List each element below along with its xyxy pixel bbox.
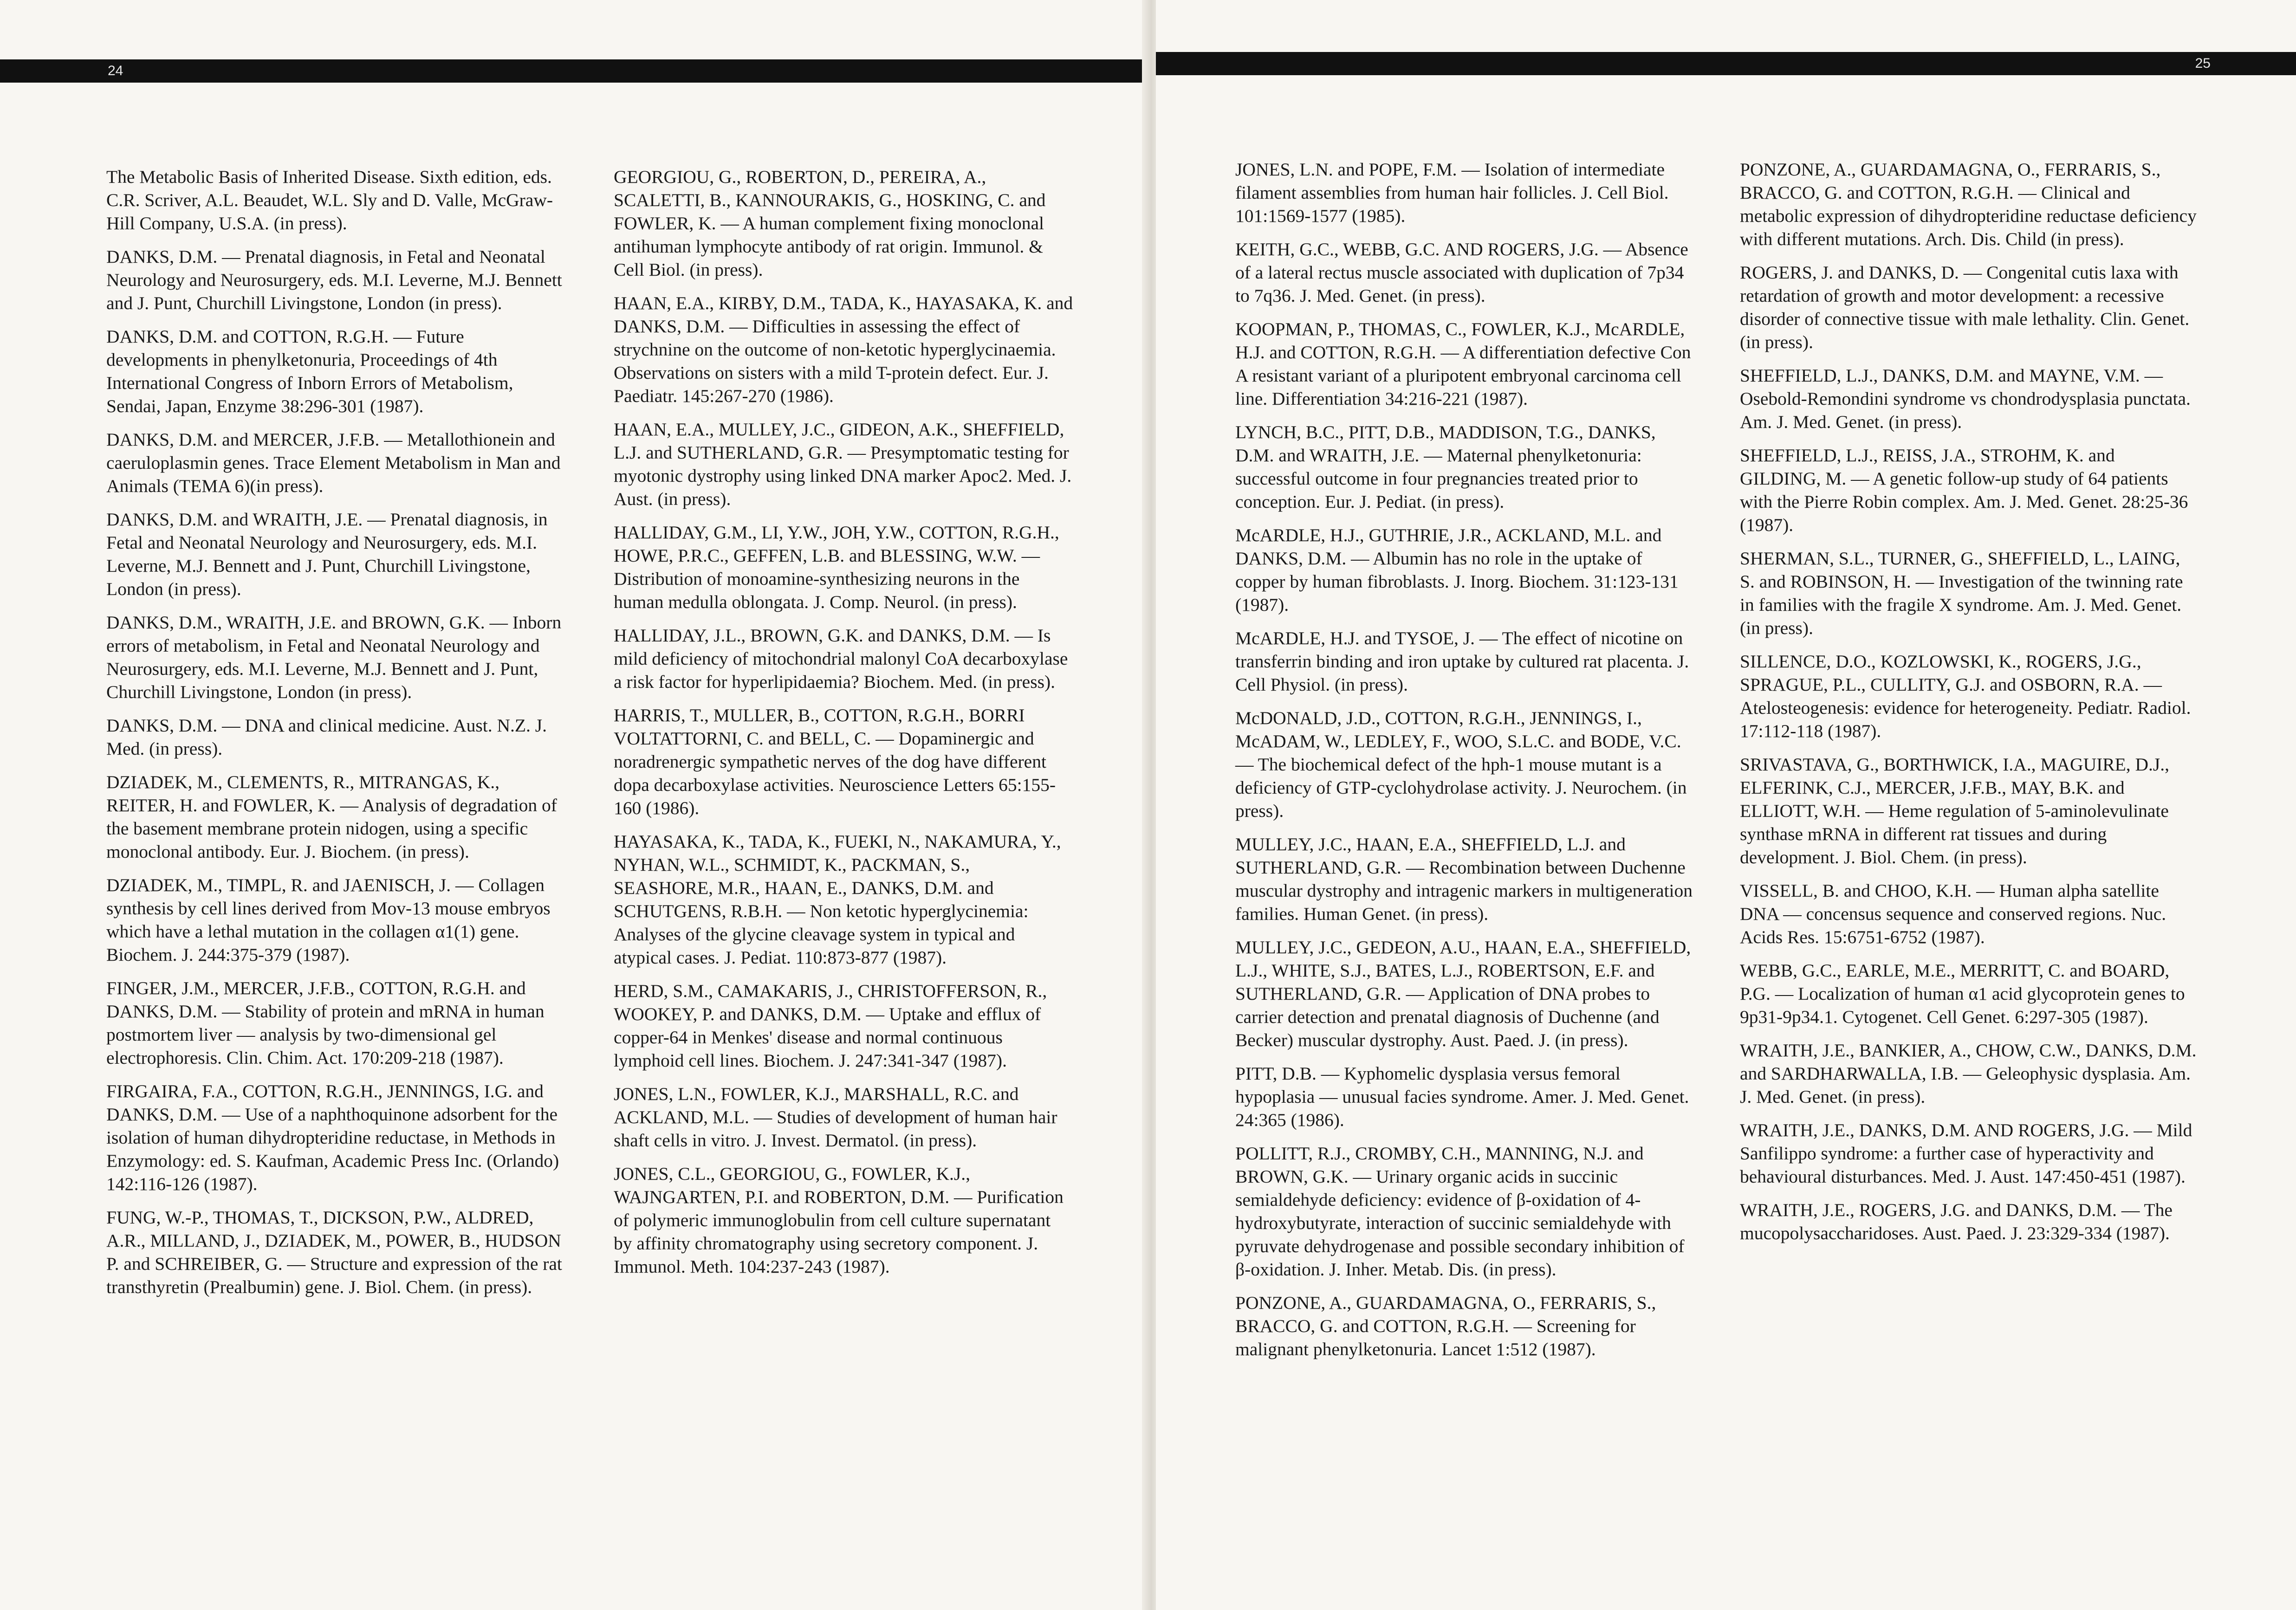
reference-entry: McDONALD, J.D., COTTON, R.G.H., JENNINGS, I., McADAM, W., LEDLEY, F., WOO, S.L.C. and BODE, V.C. — The biochemical defect of the hph-1 mouse mutant is a deficiency of GTP-cyclohydrolase activity. J. Neurochem. (in press).	[1235, 708, 1687, 821]
reference-entry: The Metabolic Basis of Inherited Disease. Sixth edition, eds. C.R. Scriver, A.L. Beaudet, W.L. Sly and D. Valle, McGraw-Hill Company, U.S.A. (in press).	[106, 167, 553, 233]
right-page-column-1	[1235, 158, 1695, 1371]
reference-entry: HALLIDAY, J.L., BROWN, G.K. and DANKS, D.M. — Is mild deficiency of mitochondrial malonyl CoA decarboxylase a risk factor for hyperlipidaemia? Biochem. Med. (in press).	[614, 625, 1068, 692]
reference-entry: HARRIS, T., MULLER, B., COTTON, R.G.H., BORRI VOLTATTORNI, C. and BELL, C. — Dopaminergic and noradrenergic sympathetic nerves of the dog have different dopa decarboxylase activities. Neuroscience Letters 65:155-160 (1986).	[614, 705, 1056, 818]
reference-entry: WRAITH, J.E., ROGERS, J.G. and DANKS, D.M. — The mucopolysaccharidoses. Aust. Paed. J. 23:329-334 (1987).	[1740, 1200, 2173, 1243]
reference-entry: POLLITT, R.J., CROMBY, C.H., MANNING, N.J. and BROWN, G.K. — Urinary organic acids in succinic semialdehyde deficiency: evidence of β-oxidation of 4-hydroxybutyrate, interaction of succinic semialdehyde with pyruvate dehydrogenase and possible secondary inhibition of β-oxidation. J. Inher. Metab. Dis. (in press).	[1235, 1143, 1685, 1280]
reference-entry: SILLENCE, D.O., KOZLOWSKI, K., ROGERS, J.G., SPRAGUE, P.L., CULLITY, G.J. and OSBORN, R.A. — Atelosteogenesis: evidence for heterogeneity. Pediatr. Radiol. 17:112-118 (1987).	[1740, 651, 2191, 741]
header-bar-right	[1156, 52, 2296, 75]
reference-entry: DZIADEK, M., CLEMENTS, R., MITRANGAS, K., REITER, H. and FOWLER, K. — Analysis of degradation of the basement membrane protein nidogen, using a specific monoclonal antibody. Eur. J. Biochem. (in press).	[106, 772, 557, 862]
reference-entry: HAAN, E.A., KIRBY, D.M., TADA, K., HAYASAKA, K. and DANKS, D.M. — Difficulties in assessing the effect of strychnine on the outcome of non-ketotic hyperglycinaemia. Observations on sisters with a mild T-protein defect. Eur. J. Paediatr. 145:267-270 (1986).	[614, 293, 1073, 406]
reference-entry: HAYASAKA, K., TADA, K., FUEKI, N., NAKAMURA, Y., NYHAN, W.L., SCHMIDT, K., PACKMAN, S., SEASHORE, M.R., HAAN, E., DANKS, D.M. and SCHUTGENS, R.B.H. — Non ketotic hyperglycinemia: Analyses of the glycine cleavage system in typical and atypical cases. J. Pediat. 110:873-877 (1987).	[614, 831, 1061, 968]
reference-entry: KEITH, G.C., WEBB, G.C. AND ROGERS, J.G. — Absence of a lateral rectus muscle associated with duplication of 7p34 to 7q36. J. Med. Genet. (in press).	[1235, 239, 1688, 306]
reference-entry: SHEFFIELD, L.J., REISS, J.A., STROHM, K. and GILDING, M. — A genetic follow-up study of 64 patients with the Pierre Robin complex. Am. J. Med. Genet. 28:25-36 (1987).	[1740, 445, 2188, 535]
reference-entry: HERD, S.M., CAMAKARIS, J., CHRISTOFFERSON, R., WOOKEY, P. and DANKS, D.M. — Uptake and efflux of copper-64 in Menkes' disease and normal continuous lymphoid cell lines. Biochem. J. 247:341-347 (1987).	[614, 981, 1047, 1071]
reference-entry: WEBB, G.C., EARLE, M.E., MERRITT, C. and BOARD, P.G. — Localization of human α1 acid glycoprotein genes to 9p31-9p34.1. Cytogenet. Cell Genet. 6:297-305 (1987).	[1740, 960, 2185, 1027]
reference-entry: SHERMAN, S.L., TURNER, G., SHEFFIELD, L., LAING, S. and ROBINSON, H. — Investigation of the twinning rate in families with the fragile X syndrome. Am. J. Med. Genet. (in press).	[1740, 548, 2183, 638]
right-page	[1156, 0, 2296, 1610]
reference-entry: PONZONE, A., GUARDAMAGNA, O., FERRARIS, S., BRACCO, G. and COTTON, R.G.H. — Clinical and metabolic expression of dihydropteridine reductase deficiency with different mutations. Arch. Dis. Child (in press).	[1740, 159, 2197, 249]
reference-entry: MULLEY, J.C., GEDEON, A.U., HAAN, E.A., SHEFFIELD, L.J., WHITE, S.J., BATES, L.J., ROBERTSON, E.F. and SUTHERLAND, G.R. — Application of DNA probes to carrier detection and prenatal diagnosis of Duchenne (and Becker) muscular dystrophy. Aust. Paed. J. (in press).	[1235, 937, 1691, 1050]
reference-entry: FIRGAIRA, F.A., COTTON, R.G.H., JENNINGS, I.G. and DANKS, D.M. — Use of a naphthoquinone adsorbent for the isolation of human dihydropteridine reductase, in Methods in Enzymology: ed. S. Kaufman, Academic Press Inc. (Orlando) 142:116-126 (1987).	[106, 1081, 559, 1194]
reference-entry: McARDLE, H.J. and TYSOE, J. — The effect of nicotine on transferrin binding and iron uptake by cultured rat placenta. J. Cell Physiol. (in press).	[1235, 628, 1689, 695]
reference-entry: GEORGIOU, G., ROBERTON, D., PEREIRA, A., SCALETTI, B., KANNOURAKIS, G., HOSKING, C. and FOWLER, K. — A human complement fixing monoclonal antihuman lymphocyte antibody of rat origin. Immunol. & Cell Biol. (in press).	[614, 167, 1046, 280]
reference-entry: DANKS, D.M. and WRAITH, J.E. — Prenatal diagnosis, in Fetal and Neonatal Neurology and Neurosurgery, eds. M.I. Leverne, M.J. Bennett and J. Punt, Churchill Livingstone, London (in press).	[106, 509, 548, 599]
left-page-column-2	[614, 165, 1073, 1288]
reference-entry: WRAITH, J.E., DANKS, D.M. AND ROGERS, J.G. — Mild Sanfilippo syndrome: a further case of hyperactivity and behavioural disturbances. Med. J. Aust. 147:450-451 (1987).	[1740, 1120, 2192, 1187]
reference-entry: McARDLE, H.J., GUTHRIE, J.R., ACKLAND, M.L. and DANKS, D.M. — Albumin has no role in the uptake of copper by human fibroblasts. J. Inorg. Biochem. 31:123-131 (1987).	[1235, 525, 1679, 615]
reference-entry: DANKS, D.M. and COTTON, R.G.H. — Future developments in phenylketonuria, Proceedings of 4th International Congress of Inborn Errors of Metabolism, Sendai, Japan, Enzyme 38:296-301 (1987).	[106, 326, 513, 416]
reference-entry: VISSELL, B. and CHOO, K.H. — Human alpha satellite DNA — concensus sequence and conserved regions. Nuc. Acids Res. 15:6751-6752 (1987).	[1740, 880, 2166, 947]
reference-entry: KOOPMAN, P., THOMAS, C., FOWLER, K.J., McARDLE, H.J. and COTTON, R.G.H. — A differentiation defective Con A resistant variant of a pluripotent embryonal carcinoma cell line. Differentiation 34:216-221 (1987).	[1235, 319, 1691, 409]
page-number-right: 25	[2195, 56, 2211, 71]
reference-entry: HAAN, E.A., MULLEY, J.C., GIDEON, A.K., SHEFFIELD, L.J. and SUTHERLAND, G.R. — Presymptomatic testing for myotonic dystrophy using linked DNA marker Apoc2. Med. J. Aust. (in press).	[614, 419, 1072, 509]
reference-entry: DZIADEK, M., TIMPL, R. and JAENISCH, J. — Collagen synthesis by cell lines derived from Mov-13 mouse embryos which have a lethal mutation in the collagen α1(1) gene. Biochem. J. 244:375-379 (1987).	[106, 875, 551, 965]
reference-entry: FINGER, J.M., MERCER, J.F.B., COTTON, R.G.H. and DANKS, D.M. — Stability of protein and mRNA in human postmortem liver — analysis by two-dimensional gel electrophoresis. Clin. Chim. Act. 170:209-218 (1987).	[106, 978, 545, 1068]
reference-entry: JONES, L.N. and POPE, F.M. — Isolation of intermediate filament assemblies from human hair follicles. J. Cell Biol. 101:1569-1577 (1985).	[1235, 159, 1669, 226]
header-bar-left	[0, 59, 1147, 83]
reference-entry: FUNG, W.-P., THOMAS, T., DICKSON, P.W., ALDRED, A.R., MILLAND, J., DZIADEK, M., POWER, B., HUDSON P. and SCHREIBER, G. — Structure and expression of the rat transthyretin (Prealbumin) gene. J. Biol. Chem. (in press).	[106, 1207, 562, 1297]
reference-entry: MULLEY, J.C., HAAN, E.A., SHEFFIELD, L.J. and SUTHERLAND, G.R. — Recombination between Duchenne muscular dystrophy and intragenic markers in multigeneration families. Human Genet. (in press).	[1235, 834, 1693, 924]
reference-entry: JONES, L.N., FOWLER, K.J., MARSHALL, R.C. and ACKLAND, M.L. — Studies of development of human hair shaft cells in vitro. J. Invest. Dermatol. (in press).	[614, 1084, 1057, 1151]
right-page-column-2	[1740, 158, 2199, 1255]
left-page-column-1	[106, 165, 566, 1309]
reference-entry: SHEFFIELD, L.J., DANKS, D.M. and MAYNE, V.M. — Osebold-Remondini syndrome vs chondrodysplasia punctata. Am. J. Med. Genet. (in press).	[1740, 365, 2191, 432]
reference-entry: DANKS, D.M. — Prenatal diagnosis, in Fetal and Neonatal Neurology and Neurosurgery, eds. M.I. Leverne, M.J. Bennett and J. Punt, Churchill Livingstone, London (in press).	[106, 246, 562, 313]
reference-entry: PONZONE, A., GUARDAMAGNA, O., FERRARIS, S., BRACCO, G. and COTTON, R.G.H. — Screening for malignant phenylketonuria. Lancet 1:512 (1987).	[1235, 1293, 1656, 1359]
reference-entry: JONES, C.L., GEORGIOU, G., FOWLER, K.J., WAJNGARTEN, P.I. and ROBERTON, D.M. — Purification of polymeric immunoglobulin from cell culture supernatant by affinity chromatography using secretory component. J. Immunol. Meth. 104:237-243 (1987).	[614, 1164, 1064, 1277]
reference-entry: DANKS, D.M. and MERCER, J.F.B. — Metallothionein and caeruloplasmin genes. Trace Element Metabolism in Man and Animals (TEMA 6)(in press).	[106, 429, 561, 496]
reference-entry: DANKS, D.M. — DNA and clinical medicine. Aust. N.Z. J. Med. (in press).	[106, 715, 547, 759]
reference-entry: PITT, D.B. — Kyphomelic dysplasia versus femoral hypoplasia — unusual facies syndrome. Amer. J. Med. Genet. 24:365 (1986).	[1235, 1063, 1689, 1130]
reference-entry: WRAITH, J.E., BANKIER, A., CHOW, C.W., DANKS, D.M. and SARDHARWALLA, I.B. — Geleophysic dysplasia. Am. J. Med. Genet. (in press).	[1740, 1040, 2197, 1107]
left-page	[0, 0, 1147, 1610]
reference-entry: ROGERS, J. and DANKS, D. — Congenital cutis laxa with retardation of growth and motor development: a recessive disorder of connective tissue with male lethality. Clin. Genet. (in press).	[1740, 262, 2190, 352]
reference-entry: DANKS, D.M., WRAITH, J.E. and BROWN, G.K. — Inborn errors of metabolism, in Fetal and Neonatal Neurology and Neurosurgery, eds. M.I. Leverne, M.J. Bennett and J. Punt, Churchill Livingstone, London (in press).	[106, 612, 562, 702]
page-number-left: 24	[108, 63, 123, 78]
reference-entry: LYNCH, B.C., PITT, D.B., MADDISON, T.G., DANKS, D.M. and WRAITH, J.E. — Maternal phenylketonuria: successful outcome in four pregnancies treated prior to conception. Eur. J. Pediat. (in press).	[1235, 422, 1656, 512]
reference-entry: HALLIDAY, G.M., LI, Y.W., JOH, Y.W., COTTON, R.G.H., HOWE, P.R.C., GEFFEN, L.B. and BLESSING, W.W. — Distribution of monoamine-synthesizing neurons in the human medulla oblongata. J. Comp. Neurol. (in press).	[614, 522, 1059, 612]
reference-entry: SRIVASTAVA, G., BORTHWICK, I.A., MAGUIRE, D.J., ELFERINK, C.J., MERCER, J.F.B., MAY, B.K. and ELLIOTT, W.H. — Heme regulation of 5-aminolevulinate synthase mRNA in different rat tissues and during development. J. Biol. Chem. (in press).	[1740, 754, 2169, 867]
